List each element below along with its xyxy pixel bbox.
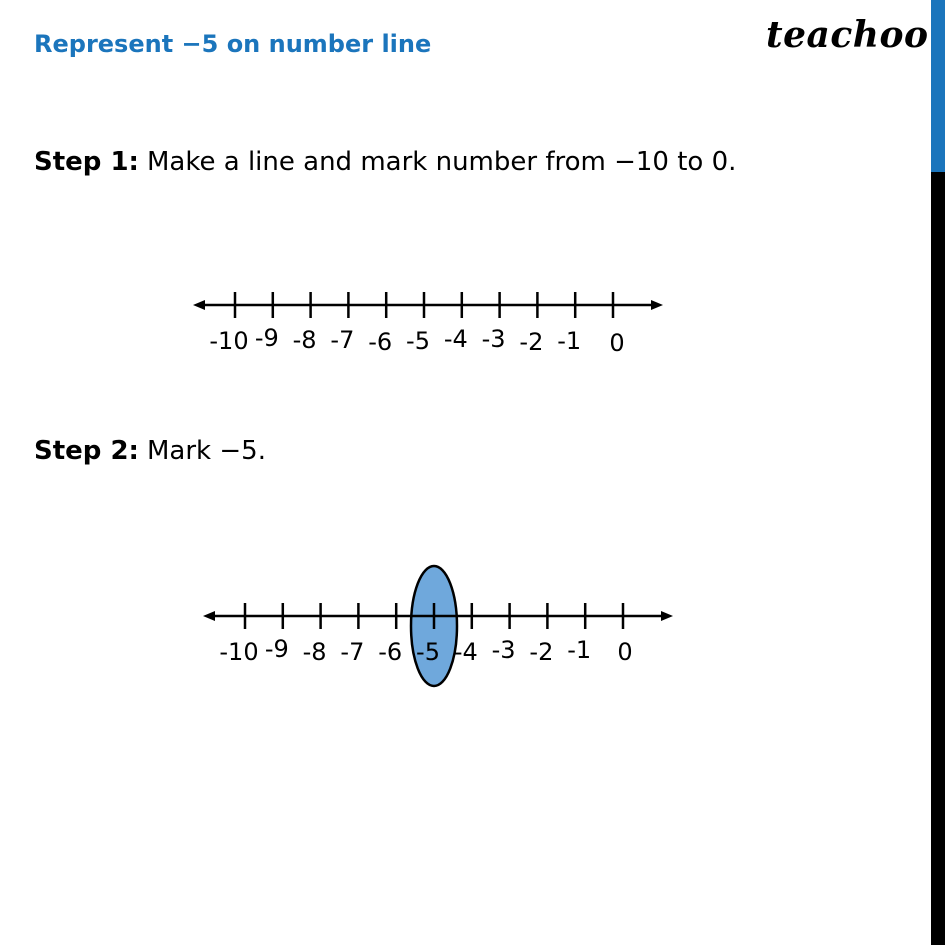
number-line-1-tick-label: 0 [609, 329, 625, 357]
number-line-2-tick-label: -4 [453, 638, 478, 666]
number-line-1-tick-label: -3 [481, 325, 506, 353]
number-line-2-tick-label: -3 [491, 636, 516, 664]
number-line-2-tick-label: -6 [378, 638, 403, 666]
number-line-2-tick-label: -1 [567, 636, 592, 664]
step-1-label: Step 1: [34, 147, 139, 177]
teachoo-logo: teachoo [766, 14, 929, 56]
number-line-1-tick-label: -4 [443, 325, 468, 353]
number-line-2-tick-label: -7 [340, 638, 365, 666]
number-line-1-tick-label: -2 [519, 328, 544, 356]
step-2-text: Mark −5. [147, 436, 266, 466]
number-line-2-tick-label: -2 [529, 638, 554, 666]
number-line-1-tick-label: -5 [406, 327, 430, 355]
number-line-2-tick-label: 0 [617, 638, 633, 666]
number-line-1-tick-label: -6 [368, 328, 393, 356]
page-title: Represent −5 on number line [34, 30, 432, 58]
number-line-1-tick-label: -1 [557, 327, 582, 355]
number-line-1-tick-label: -9 [254, 324, 279, 352]
number-line-2-tick-label: -5 [416, 638, 440, 666]
number-line-1-arrow-left-icon [193, 300, 205, 310]
number-line-2-tick-label: -9 [264, 635, 289, 663]
number-line-1-tick-label: -8 [292, 326, 317, 354]
number-line-2-arrow-right-icon [661, 611, 673, 621]
step-1-text: Make a line and mark number from −10 to 0. [147, 147, 737, 177]
number-line-1 [193, 292, 663, 357]
number-line-1-tick-label: -10 [209, 327, 249, 355]
step-2-label: Step 2: [34, 436, 139, 466]
number-line-2-arrow-left-icon [203, 611, 215, 621]
step-2 [34, 436, 266, 466]
number-line-2-tick-label: -8 [302, 638, 327, 666]
scrollbar-thumb[interactable] [931, 0, 945, 172]
number-line-1-arrow-right-icon [651, 300, 663, 310]
number-line-2-tick-label: -10 [219, 638, 259, 666]
number-line-1-tick-label: -7 [330, 326, 355, 354]
number-line-2 [203, 566, 673, 686]
